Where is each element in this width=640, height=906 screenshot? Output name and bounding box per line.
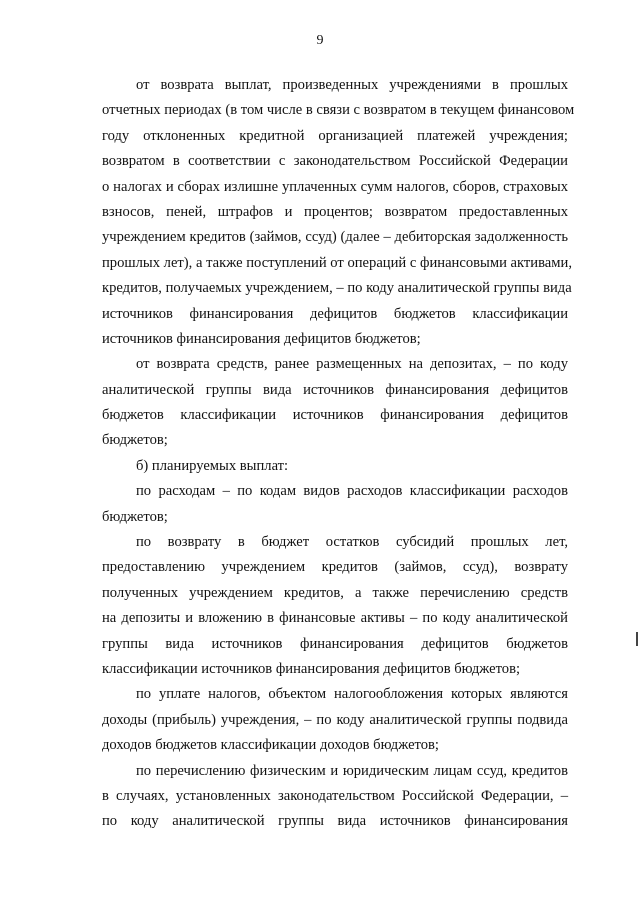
text-line: на депозиты и вложению в финансовые активы – по коду аналитической: [102, 610, 568, 627]
text-line: полученных учреждением кредитов, а также перечислению средств: [102, 584, 568, 601]
text-line: году отклоненных кредитной организацией платежей учреждения;: [102, 127, 568, 144]
text-line: кредитов, получаемых учреждением, – по коду аналитической группы вида: [102, 280, 572, 297]
text-line: группы вида источников финансирования дефицитов бюджетов: [102, 635, 568, 652]
text-line: аналитической группы вида источников финансирования дефицитов: [102, 381, 568, 398]
text-line: бюджетов;: [102, 508, 168, 525]
text-line: от возврата выплат, произведенных учреждениями в прошлых: [136, 77, 568, 93]
text-line: бюджетов классификации источников финансирования дефицитов: [102, 407, 568, 424]
text-line: бюджетов;: [102, 432, 168, 449]
text-line: о налогах и сборах излишне уплаченных сумм налогов, сборов, страховых: [102, 178, 568, 195]
text-line: классификации источников финансирования дефицитов бюджетов;: [102, 660, 521, 677]
text-line: источников финансирования дефицитов бюджетов;: [102, 330, 421, 347]
text-line: взносов, пеней, штрафов и процентов; возвратом предоставленных: [102, 203, 568, 220]
text-line: предоставлению учреждением кредитов (займов, ссуд), возврату: [102, 559, 568, 576]
document-body: [102, 73, 575, 835]
page-number: 9: [316, 33, 324, 48]
text-line: по уплате налогов, объектом налогообложения которых являются: [136, 686, 568, 703]
text-line: возвратом в соответствии с законодательством Российской Федерации: [102, 153, 568, 170]
text-line: отчетных периодах (в том числе в связи с возвратом в текущем финансовом: [102, 102, 575, 119]
text-line: доходы (прибыль) учреждения, – по коду аналитической группы подвида: [102, 711, 568, 728]
text-line: по возврату в бюджет остатков субсидий прошлых лет,: [136, 534, 568, 551]
text-line: учреждением кредитов (займов, ссуд) (далее – дебиторская задолженность: [102, 229, 568, 246]
text-line: доходов бюджетов классификации доходов бюджетов;: [102, 737, 439, 754]
text-line: в случаях, установленных законодательством Российской Федерации, –: [102, 787, 568, 804]
text-line: б) планируемых выплат:: [136, 457, 289, 474]
text-line: по коду аналитической группы вида источников финансирования: [102, 813, 568, 830]
text-line: прошлых лет), а также поступлений от операций с финансовыми активами,: [102, 254, 572, 271]
text-line: от возврата средств, ранее размещенных на депозитах, – по коду: [136, 356, 568, 373]
text-line: по перечислению физическим и юридическим лицам ссуд, кредитов: [136, 762, 568, 779]
scan-artifact-mark: [636, 632, 638, 646]
text-line: по расходам – по кодам видов расходов классификации расходов: [136, 483, 568, 500]
text-line: источников финансирования дефицитов бюджетов классификации: [102, 305, 568, 322]
